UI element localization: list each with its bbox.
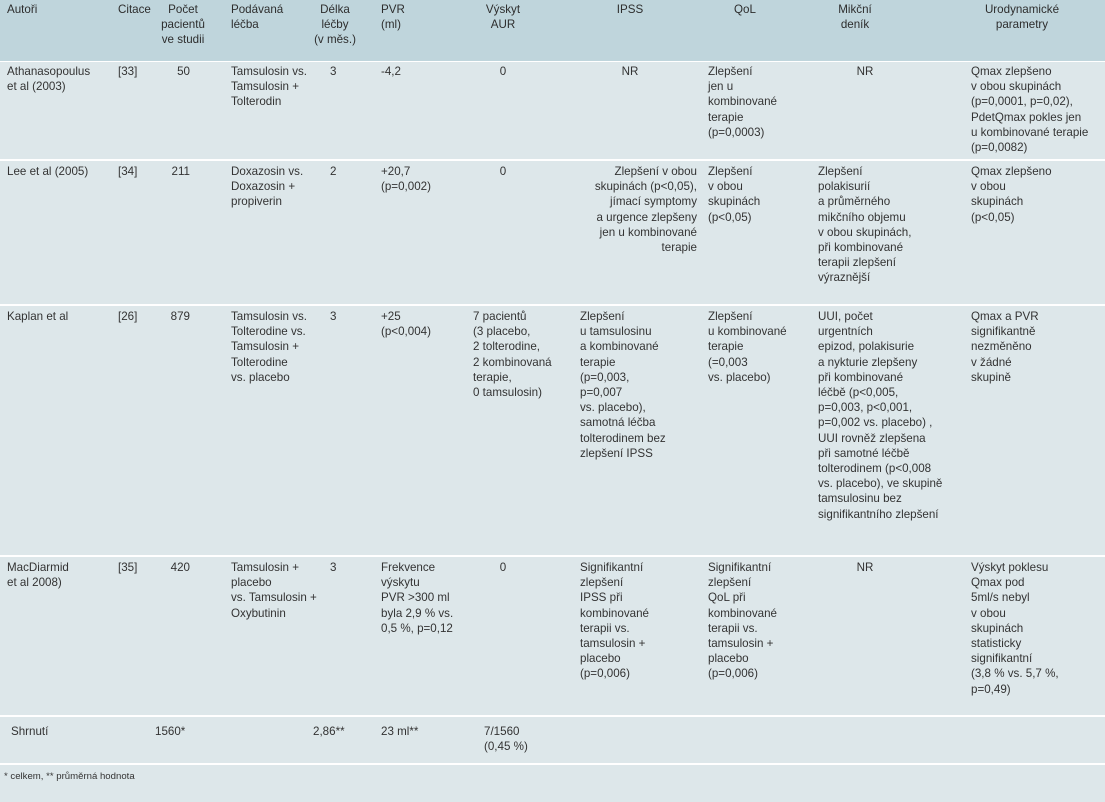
cell-autori: MacDiarmid et al 2008)	[7, 561, 69, 590]
cell-delka: 3	[330, 65, 337, 78]
header-qol: QoL	[734, 3, 756, 16]
header-ipss: IPSS	[616, 3, 644, 16]
cell-citace: [34]	[118, 165, 138, 178]
cell-qol: Signifikantní zlepšení QoL při kombinované terapii vs. tamsulosin + placebo (p=0,006)	[708, 561, 777, 681]
cell-aur: 7 pacientů (3 placebo, 2 tolterodine, 2 kombinovaná terapie, 0 tamsulosin)	[473, 310, 552, 400]
summary-label: Shrnutí	[11, 725, 49, 738]
cell-lecba: Tamsulosin + placebo vs. Tamsulosin + Oxybutinin	[231, 561, 317, 620]
table-footer	[0, 763, 1105, 802]
header-lecba: Podávaná léčba	[231, 3, 284, 32]
cell-pocet: 50	[177, 65, 190, 78]
table-row	[0, 557, 1105, 717]
cell-citace: [33]	[118, 65, 138, 78]
cell-aur: 0	[499, 65, 507, 78]
cell-delka: 3	[330, 310, 337, 323]
cell-autori: Lee et al (2005)	[7, 165, 89, 178]
cell-pocet: 211	[171, 165, 190, 178]
cell-pvr: -4,2	[381, 65, 401, 78]
cell-aur: 0	[499, 561, 507, 574]
summary-row	[0, 717, 1105, 763]
cell-pvr: +25 (p<0,004)	[381, 310, 431, 339]
cell-lecba: Doxazosin vs. Doxazosin + propiverin	[231, 165, 304, 209]
cell-delka: 2	[330, 165, 337, 178]
header-aur: Výskyt AUR	[485, 3, 521, 32]
cell-ipss: Zlepšení u tamsulosinu a kombinované terapie (p=0,003, p=0,007 vs. placebo), samotná léčba tolterodinem bez zlepšení IPSS	[580, 310, 666, 460]
cell-autori: Athanasopoulus et al (2003)	[7, 65, 91, 94]
cell-denik: Zlepšení polakisurií a průměrného mikčního objemu v obou skupinách, při kombinované terapii zlepšení výraznější	[818, 165, 912, 285]
cell-pvr: Frekvence výskytu PVR >300 ml byla 2,9 % vs. 0,5 %, p=0,12	[381, 561, 454, 635]
header-pocet: Počet pacientů ve studii	[161, 3, 205, 47]
cell-urodyn: Qmax zlepšeno v obou skupinách (p=0,0001, p=0,02), PdetQmax pokles jen u kombinované terapie (p=0,0082)	[971, 65, 1089, 155]
header-urodyn: Urodynamické parametry	[984, 3, 1060, 32]
header-denik: Mikční deník	[838, 3, 872, 32]
cell-qol: Zlepšení u kombinované terapie (=0,003 vs. placebo)	[708, 310, 787, 384]
header-citace: Citace	[118, 3, 151, 16]
table-header	[0, 0, 1105, 62]
cell-pocet: 879	[170, 310, 190, 323]
cell-aur: 0	[499, 165, 507, 178]
table-row	[0, 61, 1105, 161]
cell-pocet: 420	[170, 561, 190, 574]
header-delka: Délka léčby (v měs.)	[314, 3, 356, 47]
cell-urodyn: Výskyt poklesu Qmax pod 5ml/s nebyl v obou skupinách statisticky signifikantní (3,8 % vs. 5,7 %, p=0,49)	[971, 561, 1059, 696]
cell-denik: NR	[856, 561, 874, 574]
cell-citace: [26]	[118, 310, 138, 323]
cell-delka: 3	[330, 561, 337, 574]
header-pvr: PVR (ml)	[381, 3, 405, 32]
cell-ipss: Zlepšení v obou skupinách (p<0,05), jímací symptomy a urgence zlepšeny jen u kombinované terapie	[594, 165, 697, 255]
cell-denik: NR	[856, 65, 874, 78]
cell-denik: UUI, počet urgentních epizod, polakisurie a nykturie zlepšeny při kombinované léčbě (p<0,005, p=0,003, p<0,001, p=0,002 vs. placebo) , UUI rovněž zlepšena při samotné léčbě tolterodinem (p<0,008 vs. placebo), ve skupině tamsulosinu bez signifikantního zlepšení	[818, 310, 943, 521]
table-row	[0, 306, 1105, 557]
summary-aur: 7/1560 (0,45 %)	[484, 725, 528, 754]
cell-qol: Zlepšení jen u kombinované terapie (p=0,0003)	[708, 65, 777, 139]
summary-pvr: 23 ml**	[381, 725, 419, 738]
cell-urodyn: Qmax zlepšeno v obou skupinách (p<0,05)	[971, 165, 1052, 224]
cell-ipss: NR	[621, 65, 639, 78]
cell-lecba: Tamsulosin vs. Tamsulosin + Tolterodin	[231, 65, 308, 109]
cell-pvr: +20,7 (p=0,002)	[381, 165, 431, 194]
summary-pocet: 1560*	[155, 725, 186, 738]
cell-ipss: Signifikantní zlepšení IPSS při kombinované terapii vs. tamsulosin + placebo (p=0,006)	[580, 561, 649, 681]
footnote: * celkem, ** průměrná hodnota	[4, 771, 135, 782]
table-row	[0, 161, 1105, 306]
header-autori: Autoři	[7, 3, 38, 16]
cell-qol: Zlepšení v obou skupinách (p<0,05)	[708, 165, 761, 224]
summary-delka: 2,86**	[313, 725, 345, 738]
cell-autori: Kaplan et al	[7, 310, 69, 323]
cell-lecba: Tamsulosin vs. Tolterodine vs. Tamsulosin + Tolterodine vs. placebo	[231, 310, 308, 384]
cell-citace: [35]	[118, 561, 138, 574]
cell-urodyn: Qmax a PVR signifikantně nezměněno v žádné skupině	[971, 310, 1039, 384]
